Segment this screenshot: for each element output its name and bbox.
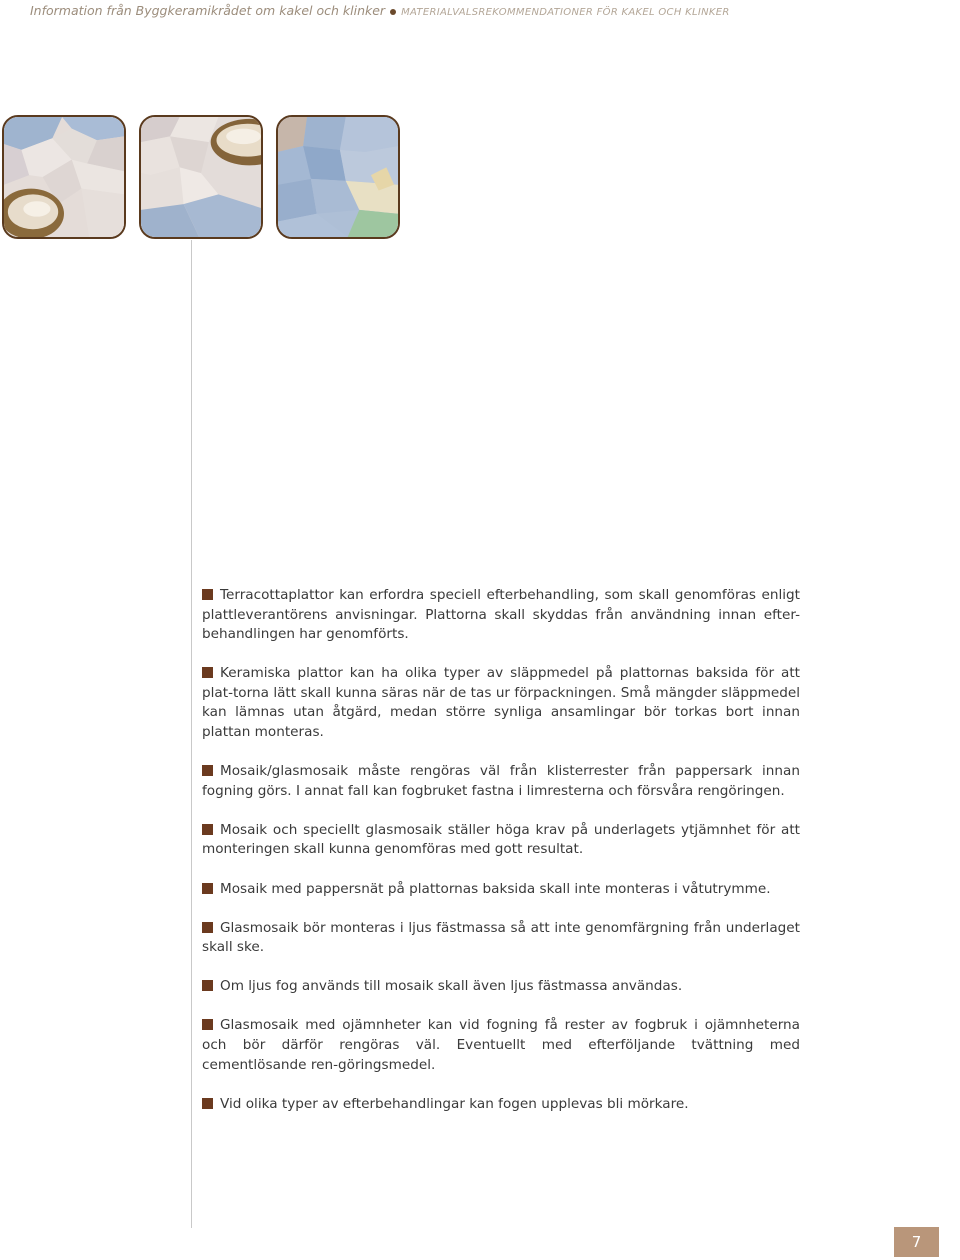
mosaic-tile-icon <box>141 117 261 237</box>
square-bullet-icon <box>202 667 213 678</box>
mosaic-image-3 <box>276 115 400 239</box>
running-header <box>30 3 950 18</box>
square-bullet-icon <box>202 922 213 933</box>
paragraph: Om ljus fog används till mosaik skall även ljus fästmassa användas. <box>202 977 800 997</box>
mosaic-image-1 <box>2 115 126 239</box>
body-text <box>202 586 800 1134</box>
header-subtitle: MATERIALVALSREKOMMENDATIONER FÖR KAKEL OCH KLINKER <box>401 7 730 18</box>
page-number: 7 <box>894 1227 939 1257</box>
square-bullet-icon <box>202 824 213 835</box>
bullet-dot-icon <box>390 9 396 15</box>
paragraph: Glasmosaik med ojämnheter kan vid fogning få rester av fogbruk i ojämnheterna och bör därför rengöras väl. Eventuellt med efterföljande tvättning med cementlösande ren-göringsmedel. <box>202 1017 800 1073</box>
paragraph: Mosaik och speciellt glasmosaik ställer höga krav på underlagets ytjämnhet för att monteringen skall kunna genomföras med gott resultat. <box>202 821 800 858</box>
mosaic-image-2 <box>139 115 263 239</box>
paragraph: Vid olika typer av efterbehandlingar kan fogen upplevas bli mörkare. <box>202 1095 800 1115</box>
mosaic-tile-icon <box>278 117 398 237</box>
paragraph: Mosaik/glasmosaik måste rengöras väl från klisterrester från pappersark innan fogning görs. I annat fall kan fogbruket fastna i limresterna och försvåra rengöringen. <box>202 763 800 799</box>
square-bullet-icon <box>202 1019 213 1030</box>
paragraph: Keramiska plattor kan ha olika typer av släppmedel på plattornas baksida för att plat-torna lätt skall kunna säras när de tas ur förpackningen. Små mängder släppmedel kan lämnas utan åtgärd, medan större synliga ansamlingar bör torkas bort innan plattan monteras. <box>202 665 800 741</box>
paragraph: Glasmosaik bör monteras i ljus fästmassa så att inte genomfärgning från underlaget skall ske. <box>202 919 800 956</box>
square-bullet-icon <box>202 980 213 991</box>
square-bullet-icon <box>202 765 213 776</box>
paragraph: Terracottaplattor kan erfordra speciell efterbehandling, som skall genomföras enligt plattleverantörens anvisningar. Plattorna skall skyddas från användning innan efter-behandlingen har genomförts. <box>202 587 800 643</box>
square-bullet-icon <box>202 589 213 600</box>
mosaic-tile-icon <box>4 117 124 237</box>
square-bullet-icon <box>202 1098 213 1109</box>
vertical-divider <box>191 240 192 1228</box>
square-bullet-icon <box>202 883 213 894</box>
header-title: Information från Byggkeramikrådet om kakel och klinker <box>30 3 386 18</box>
paragraph: Mosaik med pappersnät på plattornas baksida skall inte monteras i våtutrymme. <box>202 880 800 900</box>
